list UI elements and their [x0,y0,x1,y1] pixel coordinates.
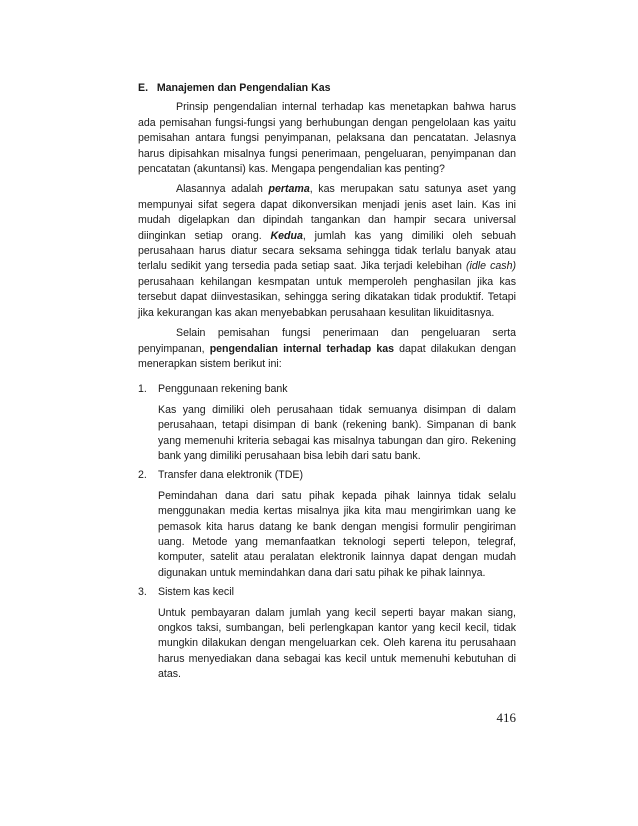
text-segment: dapat dilakukan dengan menerapkan sistem berikut ini: [138,342,517,370]
emphasis-control: pengendalian internal terhadap kas [209,342,395,355]
list-item-body: Pemindahan dana dari satu pihak kepada pihak lainnya tidak selalu menggunakan media kertas misalnya jika kita mau mengirimkan uang ke pemasok kita harus datang ke bank dengan mengisi formulir pengiriman uang. Metode yang memanfaatkan teknologi seperti telepon, telegraf, komputer, satelit atau peralatan elektronik lainnya dapat dengan mudah digunakan untuk memindahkan dana dari satu pihak ke pihak lainnya. [158,489,516,579]
list-item [138,468,516,581]
list-item-heading: Penggunaan rekening bank [158,383,288,396]
list-number: 2. [138,469,147,482]
paragraph-reasons [138,182,516,321]
text-segment: perusahaan kehilangan kesmpatan untuk memperoleh penghasilan jika kas tersebut dapat diinvestasikan, sehingga sering dikatakan tidak produktif. Tetapi jika kekurangan kas akan menyebabkan perusahaan kesulitan likuiditasnya. [138,275,516,319]
paragraph-systems-intro [138,326,516,372]
text-segment: Alasannya adalah [176,183,269,196]
page-number: 416 [496,710,516,725]
document-page [138,81,516,683]
list-item [138,585,516,682]
emphasis-idle-cash: (idle cash) [466,260,517,273]
list-item-title [138,382,516,397]
section-heading: E. Manajemen dan Pengendalian Kas [138,82,331,94]
list-item-body: Untuk pembayaran dalam jumlah yang kecil seperti bayar makan siang, ongkos taksi, sumbangan, beli perlengkapan kantor yang kecil kecil, tidak mungkin dilakukan dengan mengeluarkan cek. Oleh karena itu perusahaan harus menyediakan dana sebagai kas kecil untuk memenuhi kebutuhan di atas. [158,606,516,681]
numbered-list [138,382,516,682]
list-item-heading: Sistem kas kecil [158,586,234,599]
text-segment: , kas merupakan satu satunya aset yang mempunyai sifat segera dapat dikonversikan menjadi jenis aset lain. Kas ini mudah digelapkan dan dipindah tangankan dan hampir secara universal diinginkan setiap orang. [138,183,517,242]
text-segment: , jumlah kas yang dimiliki oleh sebuah perusahaan harus diatur secara seksama sehingga tidak terlalu banyak atau terlalu sedikit yang tersedia pada setiap saat. Jika terjadi kelebihan [138,229,516,273]
list-item [138,382,516,464]
emphasis-kedua: Kedua [270,229,303,242]
text-segment: Selain pemisahan fungsi penerimaan dan pengeluaran serta penyimpanan, [138,327,516,355]
emphasis-pertama: pertama [268,183,310,196]
list-item-body: Kas yang dimiliki oleh perusahaan tidak semuanya disimpan di dalam perusahaan, tetapi disimpan di bank (rekening bank). Simpanan di bank yang memenuhi kriteria sebagai kas misalnya tabungan dan giro. Rekening bank yang dimiliki perusahaan bisa lebih dari satu bank. [158,403,516,462]
paragraph-internal-control: Prinsip pengendalian internal terhadap kas menetapkan bahwa harus ada pemisahan fungsi-fungsi yang berhubungan dengan pengelolaan kas yaitu pemisahan antara fungsi penyimpanan, pelaksana dan pencatatan. Jelasnya harus dipisahkan misalnya fungsi penerimaan, pengeluaran, penyimpanan dan pencatatan (akuntansi) kas. Mengapa pengendalian kas penting? [138,101,516,176]
list-item-heading: Transfer dana elektronik (TDE) [158,469,304,482]
list-number: 1. [138,383,147,396]
list-item-title [138,585,516,600]
list-number: 3. [138,586,147,599]
list-item-title [138,468,516,483]
